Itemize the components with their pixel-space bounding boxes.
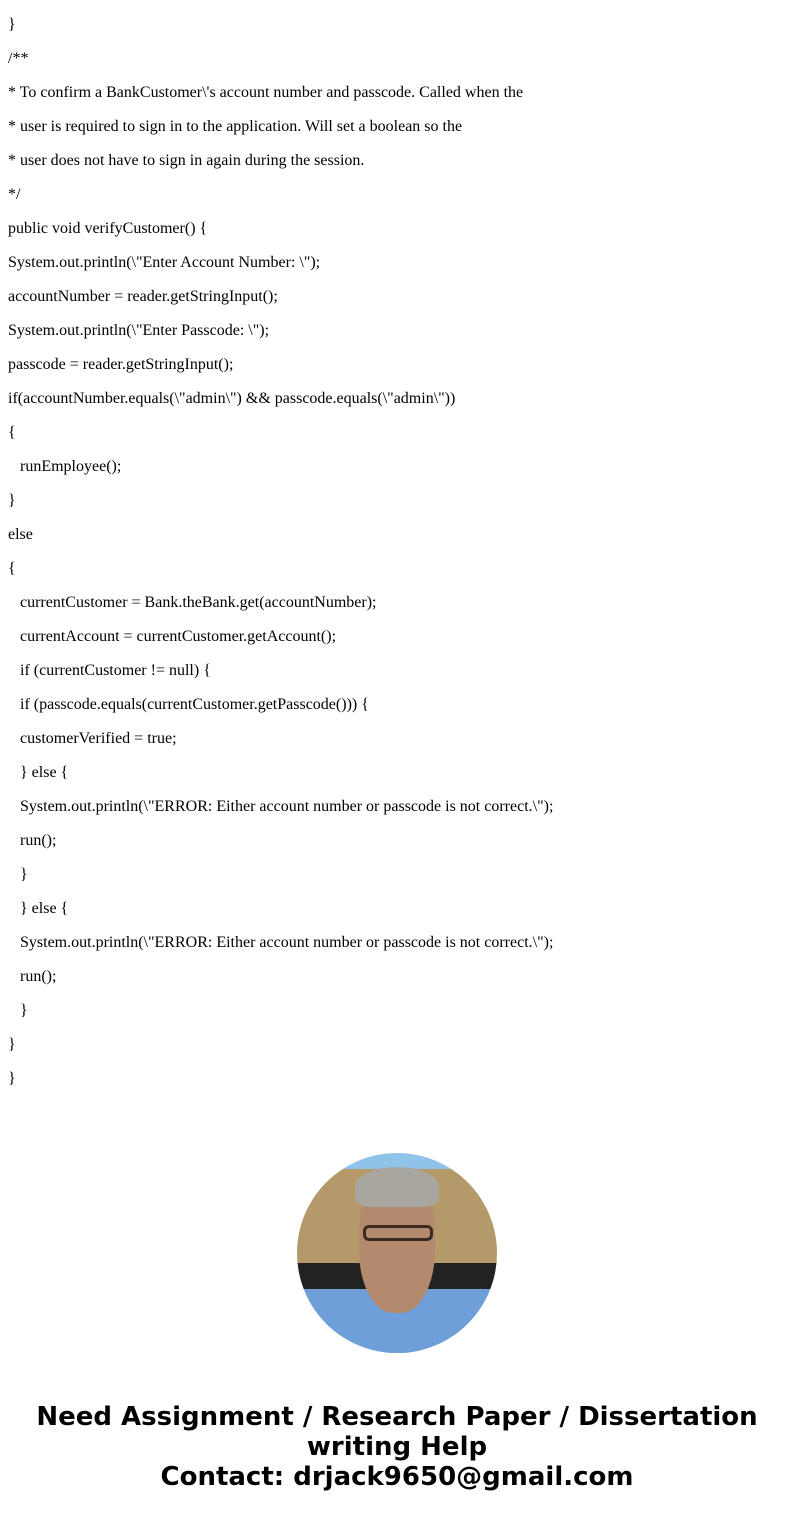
code-line: } [8, 866, 28, 883]
code-line: currentCustomer = Bank.theBank.get(accountNumber); [8, 594, 377, 611]
code-line: run(); [8, 832, 57, 849]
hair-shape [355, 1167, 439, 1207]
footer-line-1: Need Assignment / Research Paper / Dissertation [36, 1402, 758, 1432]
code-line: accountNumber = reader.getStringInput(); [8, 288, 278, 305]
code-line: if (passcode.equals(currentCustomer.getPasscode())) { [8, 696, 369, 713]
code-line: runEmployee(); [8, 458, 122, 475]
code-line: if (currentCustomer != null) { [8, 662, 211, 679]
code-line: currentAccount = currentCustomer.getAccount(); [8, 628, 337, 645]
code-line: System.out.println(\"ERROR: Either account number or passcode is not correct.\"); [8, 798, 554, 815]
code-line: if(accountNumber.equals(\"admin\") && passcode.equals(\"admin\")) [8, 390, 456, 407]
code-listing [8, 14, 553, 1102]
code-line: /** [8, 50, 29, 67]
footer-contact: Contact: drjack9650@gmail.com [160, 1462, 634, 1492]
code-line: System.out.println(\"Enter Account Number: \"); [8, 254, 321, 271]
code-line: run(); [8, 968, 57, 985]
code-line: public void verifyCustomer() { [8, 220, 208, 237]
code-line: customerVerified = true; [8, 730, 177, 747]
glasses-shape [363, 1225, 433, 1241]
code-line: else [8, 526, 33, 543]
code-line: } [8, 1036, 16, 1053]
code-line: * user is required to sign in to the application. Will set a boolean so the [8, 118, 463, 135]
code-line: passcode = reader.getStringInput(); [8, 356, 234, 373]
code-line: } [8, 1002, 28, 1019]
author-avatar [297, 1153, 497, 1353]
code-line: } else { [8, 764, 69, 781]
code-line: */ [8, 186, 21, 203]
code-line: } [8, 1070, 16, 1087]
footer-line-2: writing Help [306, 1432, 488, 1462]
code-line: } else { [8, 900, 69, 917]
code-line: System.out.println(\"Enter Passcode: \"); [8, 322, 270, 339]
code-line: } [8, 16, 16, 33]
contact-banner [0, 1402, 794, 1492]
code-line: * user does not have to sign in again during the session. [8, 152, 365, 169]
code-line: { [8, 424, 16, 441]
code-line: System.out.println(\"ERROR: Either account number or passcode is not correct.\"); [8, 934, 554, 951]
code-line: * To confirm a BankCustomer\'s account number and passcode. Called when the [8, 84, 524, 101]
code-line: { [8, 560, 16, 577]
code-line: } [8, 492, 16, 509]
